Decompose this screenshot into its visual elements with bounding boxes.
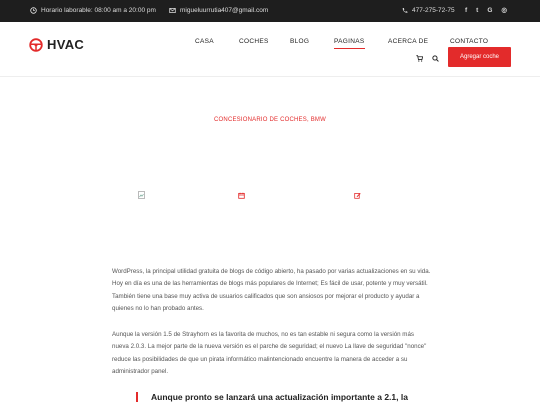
facebook-icon[interactable]: f [465, 7, 468, 14]
contact-email[interactable] [169, 7, 268, 14]
site-header [0, 22, 540, 77]
phone-icon [401, 7, 408, 14]
contact-phone-text: 477-275-72-75 [412, 7, 455, 14]
nav-item-contacto[interactable]: CONTACTO [450, 38, 489, 45]
business-hours-text: Horario laborable: 08:00 am a 20:00 pm [41, 7, 156, 14]
search-icon[interactable] [432, 55, 439, 62]
post-categories[interactable]: CONCESIONARIO DE COCHES, BMW [214, 117, 326, 123]
article-paragraph-1: WordPress, la principal utilidad gratuita de blogs de código abierto, ha pasado por varias actualizaciones en su vida. Hoy en día es una de las herramientas de blogs más populares de Internet; Es fácil de usar, potente y muy versátil. También tiene una base muy activa de usuarios calificados que son ansiosos por mejorar el producto y ayudar a quienes no lo han probado antes. [112, 268, 431, 313]
instagram-icon[interactable]: ◎ [501, 7, 508, 14]
article-blockquote: Aunque pronto se lanzará una actualización importante a 2.1, la [136, 392, 408, 402]
contact-email-text: migueluurrutia407@gmail.com [180, 7, 269, 14]
envelope-icon [169, 7, 176, 14]
contact-phone[interactable] [401, 7, 455, 14]
nav-item-blog[interactable]: BLOG [290, 38, 310, 45]
twitter-icon[interactable]: t [476, 7, 479, 14]
broken-image-icon [138, 191, 145, 199]
nav-item-acerca-de[interactable]: ACERCA DE [388, 38, 429, 45]
logo-text: HVAC [47, 37, 85, 52]
top-bar [0, 0, 540, 22]
article-paragraph-2: Aunque la versión 1.5 de Strayhorn es la favorita de muchos, no es tan estable ni segura como la versión más nueva 2.0.3. La mejor parte de la nueva versión es el parche de seguridad; el nuevo La llave de seguridad "nonce" reduce las posibilidades de que un pirata informático malintencionado encuentre la manera de acceder a su administrador panel. [112, 331, 427, 376]
header-icons [416, 55, 439, 62]
nav-item-casa[interactable]: CASA [195, 38, 214, 45]
post-date [238, 186, 245, 204]
edit-icon [354, 192, 361, 199]
social-links [465, 7, 507, 14]
cart-icon[interactable] [416, 55, 423, 62]
add-car-button[interactable]: Agregar coche [448, 47, 511, 67]
post-edit[interactable] [354, 186, 361, 204]
business-hours [30, 7, 156, 14]
author-avatar [138, 186, 145, 204]
calendar-icon [238, 192, 245, 199]
nav-item-coches[interactable]: COCHES [239, 38, 269, 45]
steering-wheel-icon [29, 38, 43, 52]
clock-icon [30, 7, 37, 14]
google-icon[interactable]: G [487, 7, 493, 14]
site-logo[interactable] [29, 37, 84, 52]
nav-item-paginas[interactable]: PAGINAS [334, 38, 365, 49]
